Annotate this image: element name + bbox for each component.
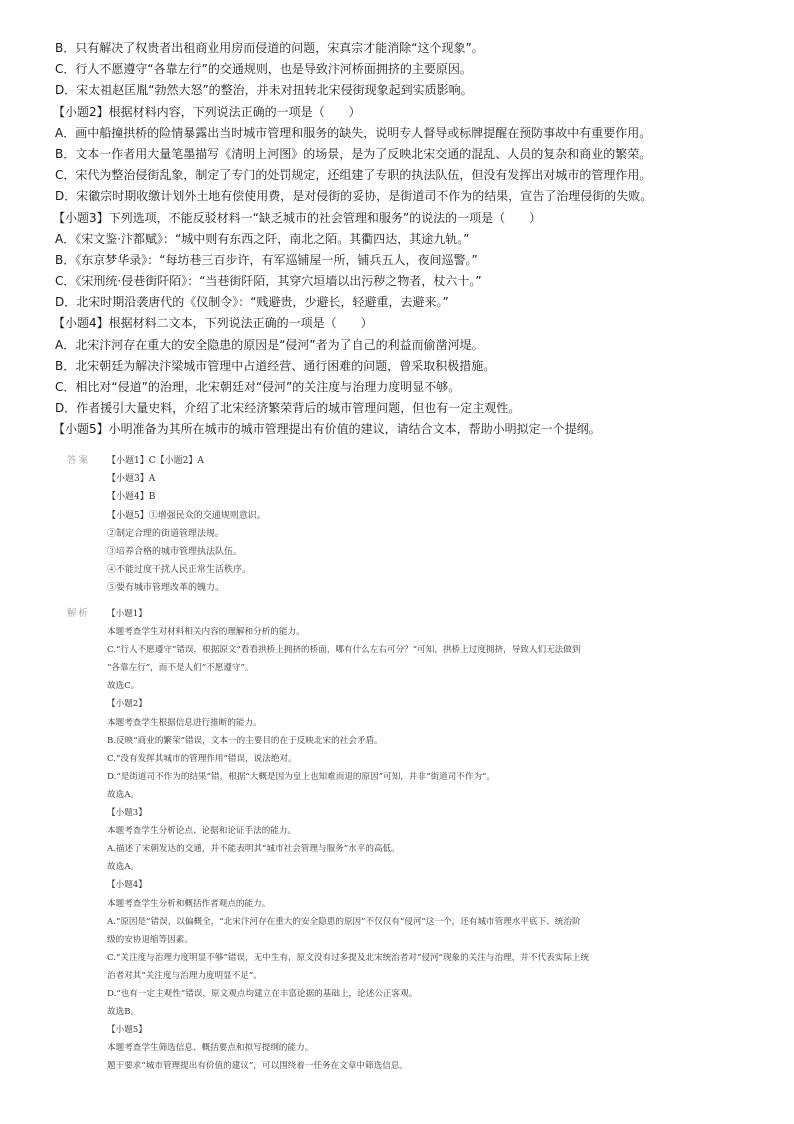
explanation-line: 故选A。	[107, 862, 139, 873]
question-line: C．行人不愿遵守“各靠左行”的交通规则，也是导致汴河桥面拥挤的主要原因。	[55, 62, 472, 77]
question-line: B．北宋朝廷为解决汴梁城市管理中占道经营、通行困难的问题，曾采取积极措施。	[55, 358, 496, 373]
answer-line: 【小题1】C【小题2】A	[107, 456, 204, 466]
question-line: A．《宋文鉴·汴都赋》：“城中则有东西之阡，南北之陌。其衢四达，其途九轨。”	[55, 231, 470, 246]
explanation-line: A.描述了宋朝发达的交通，并不能表明其“城市社会管理与服务”水平的高低。	[107, 844, 400, 855]
question-line: C．《宋刑统·侵巷街阡陌》：“当巷街阡陌，其穿穴垣墙以出污秽之物者，杖六十。”	[55, 274, 482, 289]
explanation-line: 故选A。	[107, 789, 139, 800]
answer-line: 【小题3】A	[107, 474, 156, 485]
question-block	[0, 38, 794, 441]
question-heading: 【小题2】根据材料内容，下列说法正确的一项是（ ）	[53, 104, 361, 119]
question-line: D．宋太祖赵匡胤“勃然大怒”的整治，并未对扭转北宋侵街现象起到实质影响。	[55, 83, 473, 98]
explanation-line	[107, 1075, 727, 1093]
question-line: A．北宋汴河存在重大的安全隐患的原因是“侵河”者为了自己的利益而偷凿河堤。	[55, 337, 484, 352]
answer-label: 答案	[67, 455, 91, 466]
explanation-line: 本题考查学生分析和概括作者观点的能力。	[107, 898, 271, 909]
explanation-line: D.“也有一定主观性”错误，原文观点均建立在丰富论据的基础上，论述公正客观。	[107, 988, 418, 999]
explanation-line: 本题考查学生分析论点、论据和论证手法的能力。	[107, 826, 297, 837]
explanation-line: C.“关注度与治理力度明显不够”错误，无中生有，原文没有过多提及北宋统治者对“侵河”现象的关注与治理，并不代表实际上统	[107, 952, 590, 963]
question-line: C．宋代为整治侵街乱象，制定了专门的处罚规定，还组建了专职的执法队伍，但没有发挥出对城市的管理作用。	[55, 168, 652, 183]
explanation-line: “各靠左行”，而不是人们“不愿遵守”。	[107, 663, 254, 674]
question-line: B．《东京梦华录》：“每坊巷三百步许，有军巡铺屋一所，铺兵五人，夜间巡警。”	[55, 252, 478, 267]
explanation-line: 【小题3】	[107, 808, 147, 819]
explanation-line: 故选B。	[107, 1007, 140, 1018]
explanation-line: 本题考查学生根据信息进行推断的能力。	[107, 717, 262, 728]
question-line: B．文本一作者用大量笔墨描写《清明上河图》的场景，是为了反映北宋交通的混乱、人员的复杂和商业的繁荣。	[55, 146, 652, 161]
answer-line: 【小题5】①增强民众的交通规则意识。	[107, 510, 266, 521]
explanation-line: 本题考查学生筛选信息、概括要点和拟写提纲的能力。	[107, 1043, 314, 1054]
answer-line: 【小题4】B	[107, 492, 156, 503]
explanation-line: C.“没有发挥其城市的管理作用”错误，说法绝对。	[107, 753, 297, 764]
answer-line: ④不能过度干扰人民正常生活秩序。	[107, 565, 252, 576]
explanation-label: 解析	[67, 608, 91, 619]
question-line: C．相比对“侵道”的治理，北宋朝廷对“侵河”的关注度与治理力度明显不够。	[55, 380, 461, 394]
answer-line: ⑤要有城市管理改革的魄力。	[107, 583, 225, 594]
explanation-line: 级的安协退缩等因素。	[107, 934, 193, 945]
answer-body	[107, 452, 266, 598]
question-line: D．作者援引大量史料，介绍了北宋经济繁荣背后的城市管理问题，但也有一定主观性。	[55, 401, 521, 416]
explanation-line: 题干要求“城市管理提出有价值的建议”，可以围绕着一任务在文章中筛选信息。	[107, 1061, 408, 1072]
explanation-line: 【小题5】	[107, 1025, 147, 1036]
question-line: D．北宋时期沿袭唐代的《仪制令》：“贱避贵，少避长，轻避重，去避来。”	[55, 295, 449, 310]
question-line: A．画中船撞拱桥的险情暴露出当时城市管理和服务的缺失，说明专人督导或标牌提醒在预防事故中有重要作用。	[55, 125, 652, 140]
answer-line: ②制定合理的街道管理法规。	[107, 528, 225, 539]
question-heading: 【小题5】小明准备为其所在城市的城市管理提出有价值的建议，请结合文本，帮助小明拟定一个提纲。	[53, 422, 601, 437]
question-heading: 【小题4】根据材料二文本，下列说法正确的一项是（ ）	[53, 316, 373, 331]
explanation-line: D.“是街道司不作为的结果”错，根据“大概是因为皇上也知难而退的原因”可知，并非“街道司不作为”。	[107, 771, 496, 782]
explanation-line: 治者对其“关注度与治理力度明显不足”。	[107, 970, 262, 981]
question-line: D．宋徽宗时期收缴计划外土地有偿使用费，是对侵街的妥协，是街道司不作为的结果，宣告了治理侵街的失败。	[55, 189, 653, 204]
question-line: B．只有解决了权贵者出租商业用房而侵道的问题，宋真宗才能消除“这个现象”。	[55, 41, 484, 55]
explanation-line: A.“原因是”错误，以偏概全，“北宋汴河存在重大的安全隐患的原因”不仅仅有“侵河”这一个，还有城市管理水平底下、统治阶	[107, 916, 581, 927]
explanation-line: 故选C。	[107, 681, 140, 692]
answer-line: ③培养合格的城市管理执法队伍。	[107, 546, 243, 557]
explanation-line: 【小题2】	[107, 699, 147, 710]
explanation-line: B.反映“商业的繁荣”错误，文本一的主要目的在于反映北宋的社会矛盾。	[107, 735, 383, 746]
explanation-line: 本题考查学生对材料相关内容的理解和分析的能力。	[107, 627, 305, 638]
explanation-body	[107, 605, 727, 1094]
question-heading: 【小题3】下列选项，不能反驳材料一“缺乏城市的社会管理和服务”的说法的一项是（ ）	[53, 210, 542, 225]
explanation-line: C.“行人不愿遵守”错误，根据原文“看看拱桥上拥挤的桥面，哪有什么左右可分？”可知，拱桥上过度拥挤，导致人们无法做到	[107, 645, 581, 656]
explanation-line: 【小题1】	[107, 609, 147, 619]
explanation-line: 【小题4】	[107, 880, 147, 891]
